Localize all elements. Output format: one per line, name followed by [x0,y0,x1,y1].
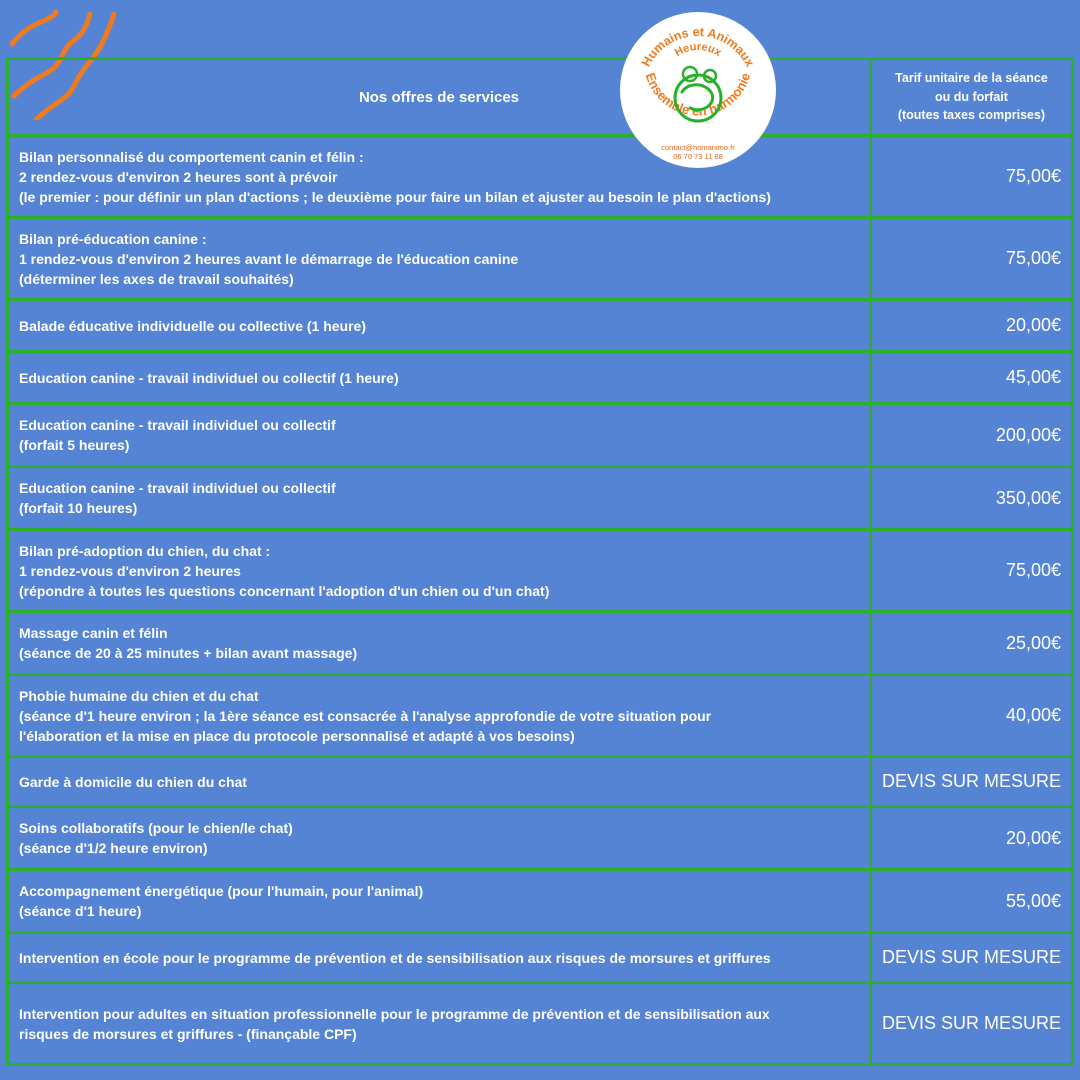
service-description-line: Accompagnement énergétique (pour l'humain, pour l'animal) [19,883,424,899]
price-header-line: Tarif unitaire de la séance [895,70,1048,85]
logo-top-text: Humains et Animaux [639,24,757,70]
table-row [8,530,1073,612]
price-header-line: (toutes taxes comprises) [897,108,1046,123]
table-row [8,352,1073,404]
service-description-line: Bilan pré-adoption du chien, du chat : [19,542,271,559]
service-description-line: (forfait 10 heures) [19,500,138,516]
table-row [8,136,1073,218]
service-description [8,757,871,807]
service-description-line: (séance d'1/2 heure environ) [19,840,208,856]
table-row [8,300,1073,352]
svg-text:Heureux [673,41,724,60]
service-price: DEVIS SUR MESURE [870,757,1072,807]
logo-phone: 06 70 73 11 88 [673,152,723,161]
price-header-line: ou du forfait [935,89,1008,104]
table-row [8,218,1073,300]
service-description-line: Phobie humaine du chien et du chat [19,687,259,704]
service-price: 75,00€ [870,218,1072,300]
service-description-line: risques de morsures et griffures - (finançable CPF) [19,1025,357,1042]
service-price: 75,00€ [870,530,1072,612]
service-description-line: Garde à domicile du chien du chat [19,773,247,790]
service-price: DEVIS SUR MESURE [870,933,1072,983]
service-description-line: Massage canin et félin [19,625,168,641]
table-row [8,807,1073,870]
service-description-line: 1 rendez-vous d'environ 2 heures [19,562,241,579]
service-price: 75,00€ [870,136,1072,218]
service-description-line: (répondre à toutes les questions concernant l'adoption d'un chien ou d'un chat) [19,582,550,599]
service-description-line: Education canine - travail individuel ou collectif (1 heure) [19,369,399,386]
service-description [8,612,871,675]
service-description [8,404,871,467]
service-price: 55,00€ [870,870,1072,933]
service-description [8,933,871,983]
service-description-line: (déterminer les axes de travail souhaités) [19,270,294,287]
logo-email: contact@homanimo.fr [661,143,735,152]
table-row [8,612,1073,675]
services-column-header: Nos offres de services [8,59,871,136]
service-description [8,300,871,352]
service-description [8,870,871,933]
logo-sub-text: Heureux [672,40,724,60]
service-price: 40,00€ [870,675,1072,757]
service-description-line: Education canine - travail individuel ou collectif [19,417,336,433]
service-description-line: Soins collaboratifs (pour le chien/le chat) [19,820,293,836]
service-description-line: Intervention en école pour le programme de prévention et de sensibilisation aux risques de morsures et griffures [19,949,771,966]
service-price: 25,00€ [870,612,1072,675]
service-description-line: 2 rendez-vous d'environ 2 heures sont à prévoir [19,168,338,185]
service-price: 200,00€ [870,404,1072,467]
table-row [8,933,1073,983]
table-row [8,467,1073,530]
service-description-line: 1 rendez-vous d'environ 2 heures avant le démarrage de l'éducation canine [19,250,519,267]
service-description-line: (séance d'1 heure environ ; la 1ère séance est consacrée à l'analyse approfondie de votre situation pour [19,707,712,724]
service-description [8,467,871,530]
service-description-line: Balade éducative individuelle ou collective (1 heure) [19,317,366,334]
service-description-line: (le premier : pour définir un plan d'actions ; le deuxième pour faire un bilan et ajuster au besoin le plan d'actions) [19,188,771,205]
table-row [8,983,1073,1065]
service-price: 20,00€ [870,300,1072,352]
service-description-line: l'élaboration et la mise en place du protocole personnalisé et adapté à vos besoins) [19,727,575,744]
brand-logo [620,12,776,168]
service-description-line: Bilan personnalisé du comportement canin et félin : [19,148,364,165]
service-description-line: Education canine - travail individuel ou collectif [19,480,336,496]
services-price-table [6,57,1074,1066]
service-description [8,352,871,404]
price-column-header [870,59,1072,136]
service-description [8,983,871,1065]
service-description-line: (séance d'1 heure) [19,903,142,919]
service-description-line: Bilan pré-éducation canine : [19,230,207,247]
service-description [8,530,871,612]
service-price: 20,00€ [870,807,1072,870]
service-description-line: Intervention pour adultes en situation professionnelle pour le programme de prévention et de sensibilisation aux [19,1005,770,1022]
service-price: DEVIS SUR MESURE [870,983,1072,1065]
table-header-row [8,59,1073,136]
logo-bottom-text: Ensemble en harmonie [642,70,754,119]
service-description [8,675,871,757]
service-description-line: (forfait 5 heures) [19,437,130,453]
service-description [8,218,871,300]
service-price: 350,00€ [870,467,1072,530]
service-price: 45,00€ [870,352,1072,404]
service-description-line: (séance de 20 à 25 minutes + bilan avant massage) [19,645,358,661]
table-row [8,870,1073,933]
service-description [8,807,871,870]
table-row [8,675,1073,757]
table-row [8,404,1073,467]
table-row [8,757,1073,807]
